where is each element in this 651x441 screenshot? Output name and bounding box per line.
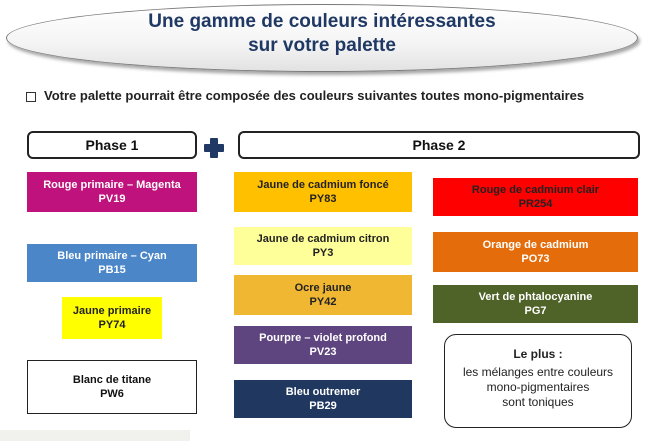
color-name: Jaune primaire <box>72 305 152 317</box>
pigment-code: PV23 <box>309 346 337 358</box>
le-plus-line: les mélanges entre couleurs <box>462 365 614 379</box>
plus-icon <box>204 138 224 158</box>
color-name: Bleu primaire – Cyan <box>57 250 167 262</box>
pigment-code: PV19 <box>98 193 126 205</box>
color-swatch-pr254 <box>433 178 638 216</box>
intro-text: Votre palette pourrait être composée des couleurs suivantes toutes mono-pigmentaires <box>44 88 585 103</box>
color-name: Bleu outremer <box>285 386 361 398</box>
color-swatch-py3 <box>234 227 412 265</box>
pigment-code: PY3 <box>312 247 334 259</box>
color-name: Rouge primaire – Magenta <box>43 179 181 191</box>
checkbox-bullet-icon <box>26 92 36 102</box>
le-plus-line: mono-pigmentaires <box>486 380 590 394</box>
color-swatch-po73 <box>433 232 638 272</box>
phase-2-header: Phase 2 <box>238 131 640 159</box>
title-line-2: sur votre palette <box>248 35 396 56</box>
pigment-code: PR254 <box>518 198 553 210</box>
pigment-code: PO73 <box>521 253 550 265</box>
title-line-1: Une gamme de couleurs intéressantes <box>148 11 496 32</box>
phase-1-header: Phase 1 <box>27 131 197 159</box>
color-name: Vert de phtalocyanine <box>478 291 593 303</box>
color-name: Orange de cadmium <box>482 239 589 251</box>
color-name: Jaune de cadmium foncé <box>257 179 389 191</box>
color-swatch-py83 <box>234 172 412 212</box>
color-swatch-pw6 <box>27 360 197 414</box>
pigment-code: PY83 <box>309 193 337 205</box>
footer-strip <box>0 430 190 441</box>
pigment-code: PY74 <box>98 319 126 331</box>
color-name: Jaune de cadmium citron <box>256 233 390 245</box>
le-plus-heading: Le plus : <box>513 347 563 361</box>
color-swatch-pg7 <box>433 285 638 323</box>
color-swatch-pb29 <box>234 380 412 418</box>
pigment-code: PW6 <box>100 388 124 400</box>
pigment-code: PB15 <box>98 264 126 276</box>
le-plus-callout <box>444 334 632 428</box>
color-swatch-pb15 <box>27 244 197 282</box>
pigment-code: PG7 <box>524 305 547 317</box>
color-swatch-py74 <box>62 297 162 339</box>
page-title <box>6 10 638 58</box>
color-swatch-py42 <box>234 275 412 315</box>
le-plus-line: sont toniques <box>502 395 574 409</box>
color-name: Rouge de cadmium clair <box>471 184 600 196</box>
color-swatch-pv23 <box>234 326 412 364</box>
color-swatch-pv19 <box>27 172 197 212</box>
color-name: Ocre jaune <box>294 282 352 294</box>
color-name: Pourpre – violet profond <box>259 332 387 344</box>
pigment-code: PY42 <box>309 296 337 308</box>
color-name: Blanc de titane <box>72 374 152 386</box>
pigment-code: PB29 <box>309 400 337 412</box>
